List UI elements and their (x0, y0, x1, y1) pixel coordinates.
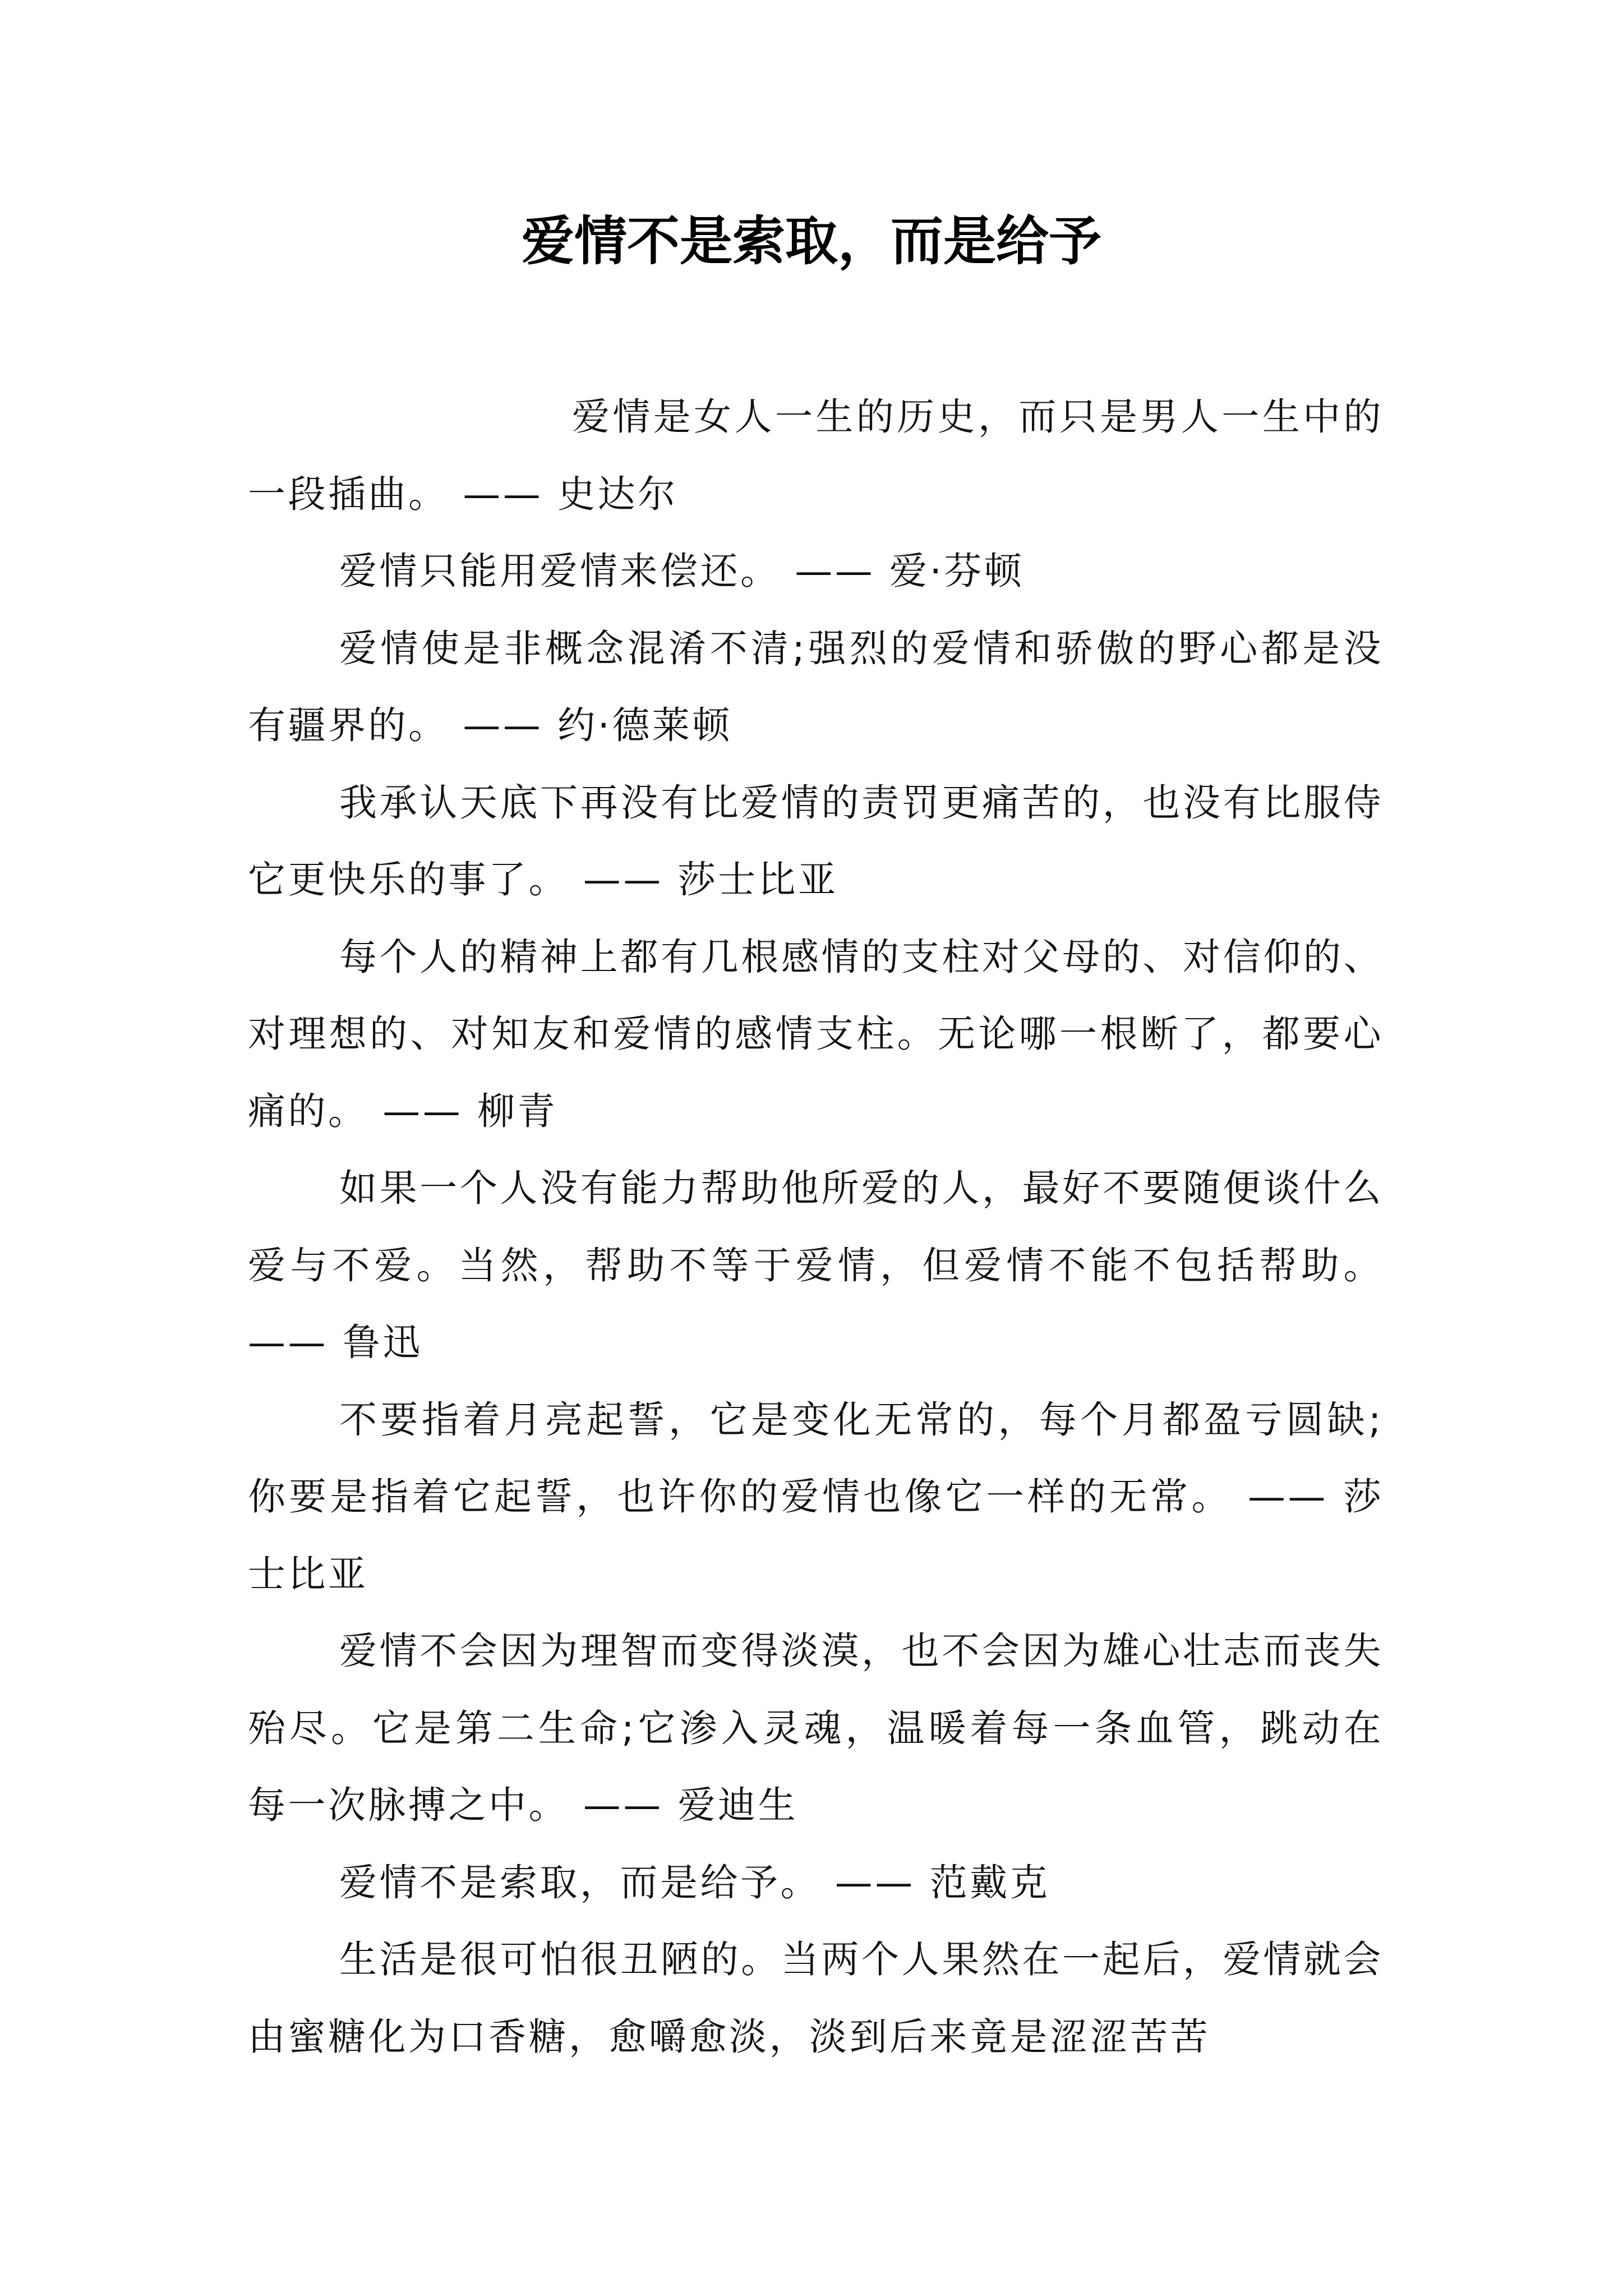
paragraph: 每个人的精神上都有几根感情的支柱对父母的、对信仰的、对理想的、对知友和爱情的感情支柱。无论哪一根断了，都要心痛的。 —— 柳青 (248, 935, 1384, 1133)
document-body (248, 379, 1384, 2076)
paragraph: 不要指着月亮起誓，它是变化无常的，每个月都盈亏圆缺;你要是指着它起誓，也许你的爱情也像它一样的无常。 —— 莎士比亚 (248, 1397, 1384, 1596)
paragraph: 爱情不会因为理智而变得淡漠，也不会因为雄心壮志而丧失殆尽。它是第二生命;它渗入灵魂，温暖着每一条血管，跳动在每一次脉搏之中。 —— 爱迪生 (248, 1629, 1384, 1827)
paragraph: 爱情不是索取，而是给予。 —— 范戴克 (339, 1860, 1050, 1904)
paragraph: 爱情是女人一生的历史，而只是男人一生中的一段插曲。 —— 史达尔 (248, 395, 1384, 516)
document-title: 爱情不是索取，而是给予 (521, 210, 1101, 272)
paragraph: 我承认天底下再没有比爱情的责罚更痛苦的，也没有比服侍它更快乐的事了。 —— 莎士比亚 (248, 780, 1384, 901)
paragraph: 如果一个人没有能力帮助他所爱的人，最好不要随便谈什么爱与不爱。当然，帮助不等于爱情，但爱情不能不包括帮助。 —— 鲁迅 (248, 1166, 1384, 1364)
paragraph: 生活是很可怕很丑陋的。当两个人果然在一起后，爱情就会由蜜糖化为口香糖，愈嚼愈淡，淡到后来竟是涩涩苦苦 (248, 1938, 1384, 2059)
paragraph: 爱情只能用爱情来偿还。 —— 爱·芬顿 (339, 549, 1025, 593)
paragraph: 爱情使是非概念混淆不清;强烈的爱情和骄傲的野心都是没有疆界的。 —— 约·德莱顿 (248, 626, 1384, 747)
